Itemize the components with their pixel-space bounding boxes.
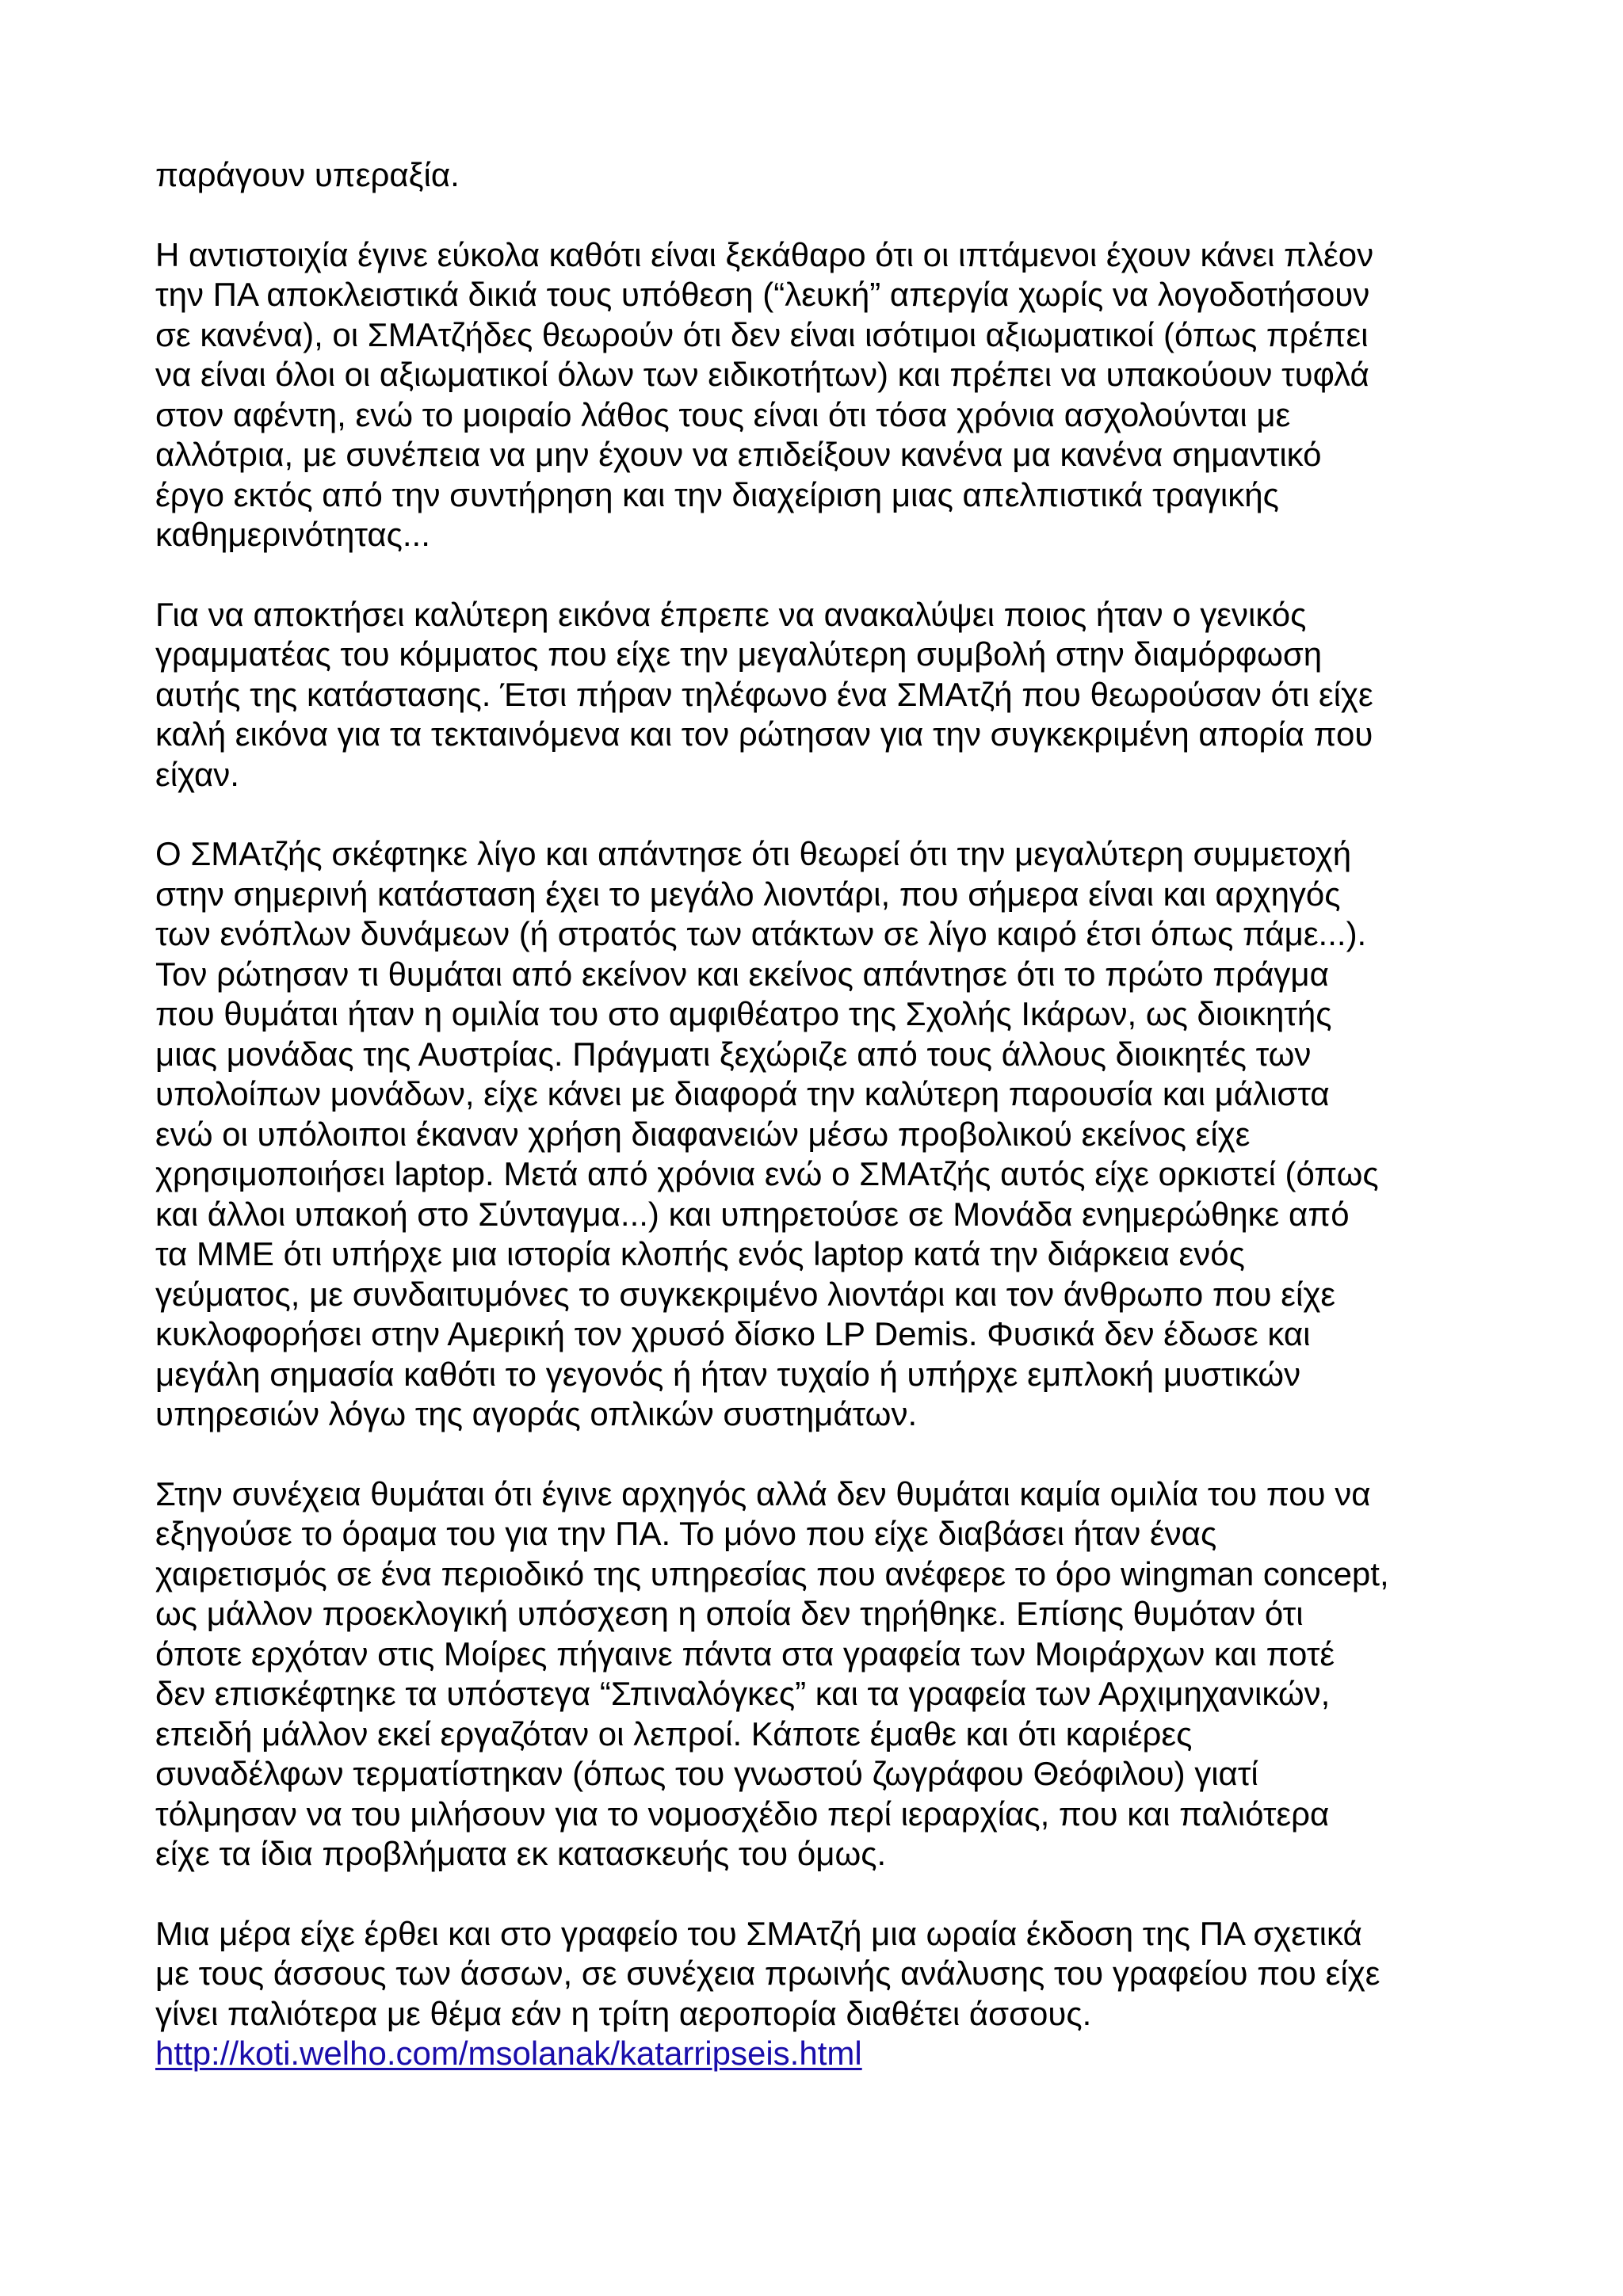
text-line: κυκλοφορήσει στην Αμερική τον χρυσό δίσκο LP Demis. Φυσικά δεν έδωσε και — [155, 1315, 1311, 1352]
text-line: τα ΜΜΕ ότι υπήρχε μια ιστορία κλοπής ενός laptop κατά την διάρκεια ενός — [155, 1235, 1245, 1272]
text-line: Στην συνέχεια θυμάται ότι έγινε αρχηγός αλλά δεν θυμάται καμία ομιλία του που να — [155, 1474, 1371, 1512]
text-line: έργο εκτός από την συντήρηση και την διαχείριση μιας απελπιστικά τραγικής — [155, 475, 1279, 513]
source-line — [155, 2034, 1487, 2074]
text-line: Η αντιστοιχία έγινε εύκολα καθότι είναι ξεκάθαρο ότι οι ιπτάμενοι έχουν κάνει πλέον — [155, 235, 1374, 273]
text-line: παράγουν υπεραξία. — [155, 156, 460, 193]
document-body — [155, 155, 1487, 2114]
text-line: των ενόπλων δυνάμεων (ή στρατός των ατάκτων σε λίγο καιρό έτσι όπως πάμε...). — [155, 915, 1367, 952]
paragraph-3 — [155, 595, 1487, 795]
text-line: γεύματος, με συνδαιτυμόνες το συγκεκριμένο λιοντάρι και τον άνθρωπο που είχε — [155, 1275, 1336, 1313]
text-line: δεν επισκέφτηκε τα υπόστεγα “Σπιναλόγκες” και τα γραφεία των Αρχιμηχανικών, — [155, 1675, 1331, 1712]
text-line: ενώ οι υπόλοιποι έκαναν χρήση διαφανειών μέσω προβολικού εκείνος είχε — [155, 1115, 1251, 1153]
text-line: ως μάλλον προεκλογική υπόσχεση η οποία δεν τηρήθηκε. Επίσης θυμόταν ότι — [155, 1595, 1304, 1632]
paragraph-1 — [155, 155, 1487, 196]
text-line: επειδή μάλλον εκεί εργαζόταν οι λεπροί. Κάποτε έμαθε και ότι καριέρες — [155, 1714, 1193, 1753]
text-line: και άλλοι υπακοή στο Σύνταγμα...) και υπηρετούσε σε Μονάδα ενημερώθηκε από — [155, 1195, 1350, 1233]
text-line: τόλμησαν να του μιλήσουν για το νομοσχέδιο περί ιεραρχίας, που και παλιότερα — [155, 1794, 1330, 1833]
paragraph-2 — [155, 235, 1487, 555]
text-line: εξηγούσε το όραμα του για την ΠΑ. Το μόνο που είχε διαβάσει ήταν ένας — [155, 1515, 1217, 1552]
text-line: μεγάλη σημασία καθότι το γεγονός ή ήταν τυχαίο ή υπήρχε εμπλοκή μυστικών — [155, 1355, 1301, 1393]
text-line: να είναι όλοι οι αξιωματικοί όλων των ειδικοτήτων) και πρέπει να υπακούουν τυφλά — [155, 356, 1369, 393]
text-line: στην σημερινή κατάσταση έχει το μεγάλο λιοντάρι, που σήμερα είναι και αρχηγός — [155, 875, 1341, 913]
text-line: Τον ρώτησαν τι θυμάται από εκείνον και εκείνος απάντησε ότι το πρώτο πράγμα — [155, 955, 1329, 993]
text-line: Μια μέρα είχε έρθει και στο γραφείο του ΣΜΑτζή μια ωραία έκδοση της ΠΑ σχετικά — [155, 1914, 1362, 1952]
text-line: την ΠΑ αποκλειστικά δικιά τους υπόθεση (“λευκή” απεργία χωρίς να λογοδοτήσουν — [155, 276, 1370, 313]
text-line: αλλότρια, με συνέπεια να μην έχουν να επιδείξουν κανένα μα κανένα σημαντικό — [155, 436, 1322, 473]
paragraph-6 — [155, 1914, 1487, 2074]
text-line: αυτής της κατάστασης. Έτσι πήραν τηλέφωνο ένα ΣΜΑτζή που θεωρούσαν ότι είχε — [155, 675, 1373, 713]
paragraph-4 — [155, 834, 1487, 1435]
text-line: συναδέλφων τερματίστηκαν (όπως του γνωστού ζωγράφου Θεόφιλου) γιατί — [155, 1755, 1258, 1792]
text-line: είχε τα ίδια προβλήματα εκ κατασκευής του όμως. — [155, 1835, 887, 1872]
text-line: στον αφέντη, ενώ το μοιραίο λάθος τους είναι ότι τόσα χρόνια ασχολούνται με — [155, 395, 1291, 433]
paragraph-5 — [155, 1474, 1487, 1875]
text-line: Ο ΣΜΑτζής σκέφτηκε λίγο και απάντησε ότι θεωρεί ότι την μεγαλύτερη συμμετοχή — [155, 835, 1352, 872]
text-line: γραμματέας του κόμματος που είχε την μεγαλύτερη συμβολή στην διαμόρφωση — [155, 635, 1323, 673]
text-line: όποτε ερχόταν στις Μοίρες πήγαινε πάντα στα γραφεία των Μοιράρχων και ποτέ — [155, 1634, 1335, 1672]
source-link[interactable]: http://koti.welho.com/msolanak/katarripseis.html — [155, 2035, 862, 2072]
text-line: χρησιμοποιήσει laptop. Μετά από χρόνια ενώ ο ΣΜΑτζής αυτός είχε ορκιστεί (όπως — [155, 1155, 1379, 1192]
text-line: υπηρεσιών λόγω της αγοράς οπλικών συστημάτων. — [155, 1395, 918, 1432]
text-line: καλή εικόνα για τα τεκταινόμενα και τον ρώτησαν για την συγκεκριμένη απορία που — [155, 715, 1373, 753]
text-line: Για να αποκτήσει καλύτερη εικόνα έπρεπε να ανακαλύψει ποιος ήταν ο γενικός — [155, 595, 1307, 633]
text-line: σε κανένα), οι ΣΜΑτζήδες θεωρούν ότι δεν είναι ισότιμοι αξιωματικοί (όπως πρέπει — [155, 315, 1369, 353]
text-line: είχαν. — [155, 755, 239, 793]
text-line: υπολοίπων μονάδων, είχε κάνει με διαφορά την καλύτερη παρουσία και μάλιστα — [155, 1075, 1330, 1112]
text-line: που θυμάται ήταν η ομιλία του στο αμφιθέατρο της Σχολής Ικάρων, ως διοικητής — [155, 995, 1332, 1032]
text-line: χαιρετισμός σε ένα περιοδικό της υπηρεσίας που ανέφερε το όρο wingman concept, — [155, 1554, 1389, 1592]
text-line: γίνει παλιότερα με θέμα εάν η τρίτη αεροπορία διαθέτει άσσους. — [155, 1994, 1092, 2032]
text-line: καθημερινότητας... — [155, 516, 430, 553]
text-line: με τους άσσους των άσσων, σε συνέχεια πρωινής ανάλυσης του γραφείου που είχε — [155, 1955, 1381, 1992]
text-line: μιας μονάδας της Αυστρίας. Πράγματι ξεχώριζε από τους άλλους διοικητές των — [155, 1035, 1312, 1073]
